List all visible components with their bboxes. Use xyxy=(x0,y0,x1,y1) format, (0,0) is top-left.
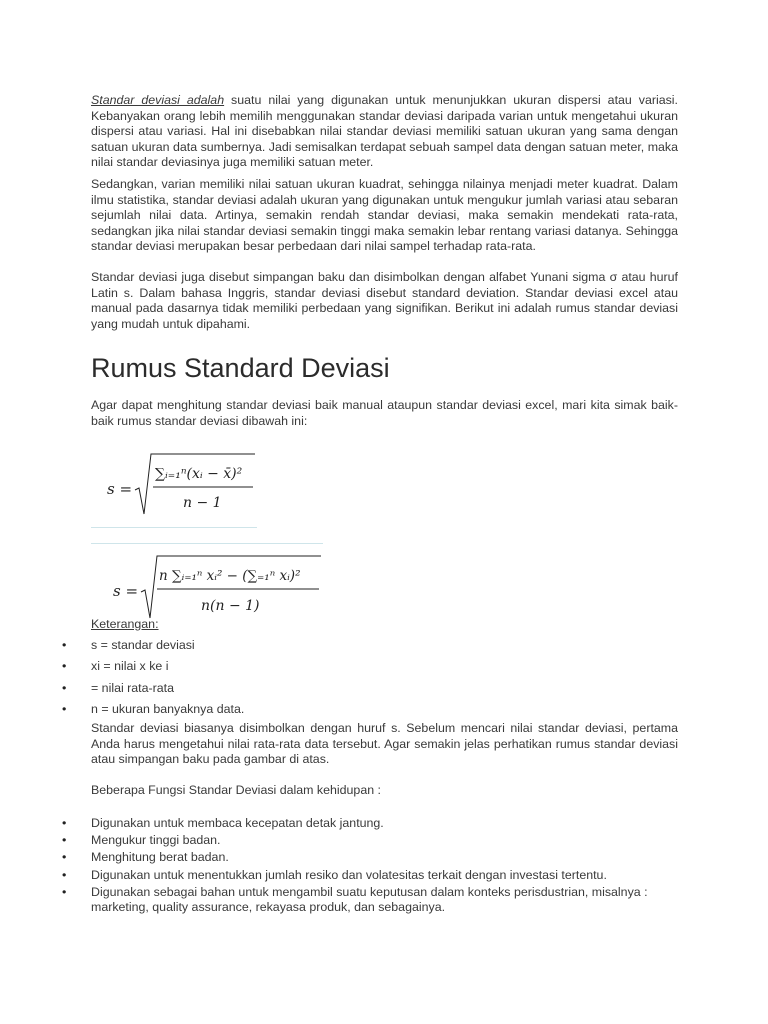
section-lead: Agar dapat menghitung standar deviasi baik manual ataupun standar deviasi excel, mari kita simak baik-baik rumus standar deviasi dibawah ini: xyxy=(91,398,678,428)
keterangan-list xyxy=(62,638,682,723)
intro-paragraph-3: Standar deviasi juga disebut simpangan baku dan disimbolkan dengan alfabet Yunani sigma σ atau huruf Latin s. Dalam bahasa Inggris, standar deviasi disebut standard deviation. Standar deviasi excel atau manual pada dasarnya tidak memiliki perbedaan yang signifikan. Berikut ini adalah rumus standar deviasi yang mudah untuk dipahami. xyxy=(91,269,678,331)
fungsi-list xyxy=(62,816,678,918)
section-title: Rumus Standard Deviasi xyxy=(91,353,390,384)
formula-1-divider xyxy=(91,527,257,528)
list-item: • xi = nilai x ke i xyxy=(62,659,682,680)
formula-1-lhs: s = xyxy=(107,479,133,498)
list-item: • n = ukuran banyaknya data. xyxy=(62,702,682,723)
list-item: • Digunakan untuk membaca kecepatan detak jantung. xyxy=(62,816,678,832)
list-item: • s = standar deviasi xyxy=(62,638,682,659)
formula-2-denominator: n(n − 1) xyxy=(201,597,260,614)
formula-2-numerator: n ∑ᵢ₌₁ⁿ xᵢ² − (∑₌₁ⁿ xᵢ)² xyxy=(159,567,301,584)
formula-2-lhs: s = xyxy=(113,581,139,600)
keterangan-heading: Keterangan: xyxy=(91,617,159,631)
document-body xyxy=(91,93,678,614)
list-item: • Menghitung berat badan. xyxy=(62,850,678,866)
formula-2-divider xyxy=(91,543,323,544)
fungsi-heading: Beberapa Fungsi Standar Deviasi dalam kehidupan : xyxy=(91,783,381,797)
list-item: • Mengukur tinggi badan. xyxy=(62,833,678,849)
formula-1-numerator: ∑ᵢ₌₁ⁿ(xᵢ − x̄)² xyxy=(155,465,243,482)
formula-sample-std xyxy=(91,448,261,526)
list-item: • Digunakan sebagai bahan untuk mengambil suatu keputusan dalam konteks perisdustrian, misalnya : marketing, quality assurance, rekayasa produk, dan sebagainya. xyxy=(62,885,678,916)
list-item: • = nilai rata-rata xyxy=(62,681,682,702)
intro-paragraph-2: Sedangkan, varian memiliki nilai satuan ukuran kuadrat, sehingga nilainya menjadi meter kuadrat. Dalam ilmu statistika, standar deviasi adalah ukuran yang digunakan untuk mengukur jumlah variasi atau sebaran sejumlah nilai data. Artinya, semakin rendah standar deviasi, maka semakin mendekati rata-rata, sedangkan jika nilai standar deviasi semakin tinggi maka semakin lebar rentang variasi datanya. Sehingga standar deviasi merupakan besar perbedaan dari nilai sampel terhadap rata-rata. xyxy=(91,176,678,254)
list-item: • Digunakan untuk menentukkan jumlah resiko dan volatesitas terkait dengan investasi tertentu. xyxy=(62,868,678,884)
intro-paragraph-1 xyxy=(91,93,678,171)
intro-paragraph-1-text: suatu nilai yang digunakan untuk menunjukkan ukuran dispersi atau variasi. Kebanyakan orang lebih memilih menggunakan standar deviasi daripada varian untuk mengetahui ukuran dispersi atau variasi. Hal ini disebabkan nilai standar deviasi memiliki satuan ukuran yang sama dengan satuan ukuran data sumbernya. Jadi semisalkan terdapat sebuah sampel data dengan satuan meter, maka nilai standar deviasinya juga memiliki satuan meter. xyxy=(91,93,678,170)
standar-deviasi-link[interactable]: Standar deviasi adalah xyxy=(91,93,225,107)
formula-1-denominator: n − 1 xyxy=(183,494,222,511)
keterangan-explanation: Standar deviasi biasanya disimbolkan dengan huruf s. Sebelum mencari nilai standar deviasi, pertama Anda harus mengetahui nilai rata-rata data tersebut. Agar semakin jelas perhatikan rumus standar deviasi atau simpangan baku pada gambar di atas. xyxy=(91,721,678,767)
